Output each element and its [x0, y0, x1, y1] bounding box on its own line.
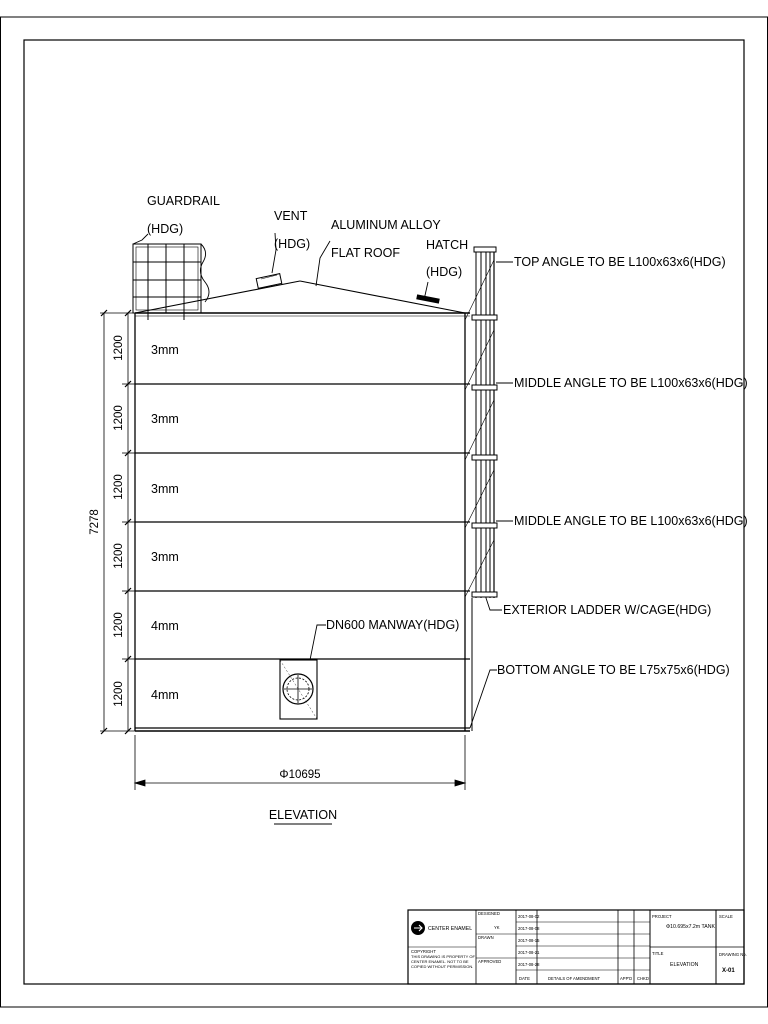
- title-block-title-label: TITLE: [652, 951, 664, 956]
- course-thickness: 3mm: [151, 412, 179, 426]
- title-block-drawing-no-label: DRAWING No.: [719, 952, 747, 957]
- course-height-dimension: 1200: [113, 405, 125, 431]
- middle-angle-label-1: MIDDLE ANGLE TO BE L100x63x6(HDG): [514, 376, 748, 390]
- vent-label: VENT: [274, 209, 308, 223]
- title-block-project-value: Φ10.695x7.2m TANK: [666, 924, 715, 930]
- title-block-designed-value: YK: [494, 925, 500, 930]
- guardrail-spec-label: (HDG): [147, 222, 184, 236]
- revision-header-date: DATE: [519, 976, 530, 981]
- revision-header-chkd: CHKD: [637, 976, 649, 981]
- leader-lines: [133, 233, 513, 728]
- course-thickness: 3mm: [151, 482, 179, 496]
- course-height-dimension: 1200: [113, 335, 125, 361]
- hatch-label: HATCH: [426, 238, 469, 252]
- title-block-copyright-text: THIS DRAWING IS PROPERTY OF CENTER ENAMEL. NOT TO BE COPIED WITHOUT PERMISSION.: [411, 955, 475, 969]
- vent-spec-label: (HDG): [274, 237, 311, 251]
- hatch: [417, 295, 439, 303]
- title-block-approved-label: APPROVED: [478, 959, 502, 964]
- outer-frame: [1, 17, 768, 1007]
- course-height-dimension: 1200: [113, 681, 125, 707]
- hatch-spec-label: (HDG): [426, 265, 463, 279]
- vent: [256, 274, 282, 289]
- inner-frame: [24, 40, 744, 984]
- guardrail: [133, 244, 209, 320]
- title-block-title-value: ELEVATION: [670, 962, 699, 968]
- revision-date: 2017-08-15: [518, 938, 540, 943]
- view-title: ELEVATION: [268, 808, 338, 822]
- diameter-dimension: [135, 735, 465, 790]
- manway-label: DN600 MANWAY(HDG): [326, 618, 460, 632]
- revision-date: 2017-08-08: [518, 926, 540, 931]
- title-block-copyright-label: COPYRIGHT: [411, 949, 436, 954]
- ladder-label: EXTERIOR LADDER W/CAGE(HDG): [503, 603, 712, 617]
- title-block-drawn-label: DRAWN: [478, 935, 494, 940]
- title-block-company: CENTER ENAMEL: [428, 926, 473, 932]
- course-height-dimension: 1200: [113, 474, 125, 500]
- revision-header-details: DETAILS OF AMENDMENT: [548, 976, 601, 981]
- top-angle-label: TOP ANGLE TO BE L100x63x6(HDG): [514, 255, 726, 269]
- course-thickness: 4mm: [151, 619, 179, 633]
- middle-angle-label-2: MIDDLE ANGLE TO BE L100x63x6(HDG): [514, 514, 748, 528]
- revision-date: 2017-08-02: [518, 914, 540, 919]
- bottom-angle-label: BOTTOM ANGLE TO BE L75x75x6(HDG): [497, 663, 730, 677]
- course-thickness: 4mm: [151, 688, 179, 702]
- manway: [280, 660, 317, 719]
- title-block-project-label: PROJECT: [652, 914, 672, 919]
- guardrail-label: GUARDRAIL: [147, 194, 220, 208]
- roof-label-line2: FLAT ROOF: [331, 246, 400, 260]
- tank-shell: [135, 313, 470, 731]
- course-height-dimension: 1200: [113, 612, 125, 638]
- course-thickness: 3mm: [151, 343, 179, 357]
- roof-label-line1: ALUMINUM ALLOY: [331, 218, 441, 232]
- revision-date: 2017-08-28: [518, 962, 540, 967]
- dimension-chain: [100, 310, 138, 734]
- title-block-drawing-no-value: X-01: [722, 968, 735, 974]
- revision-header-appd: APP'D: [620, 976, 633, 981]
- diameter-dimension-label: Φ10695: [279, 769, 321, 781]
- title-block-designed-label: DESIGNED: [478, 911, 500, 916]
- total-height-dimension: 7278: [89, 509, 101, 535]
- course-thickness: 3mm: [151, 550, 179, 564]
- revision-date: 2017-08-21: [518, 950, 540, 955]
- title-block-scale-label: SCALE: [719, 914, 733, 919]
- course-height-dimension: 1200: [113, 543, 125, 569]
